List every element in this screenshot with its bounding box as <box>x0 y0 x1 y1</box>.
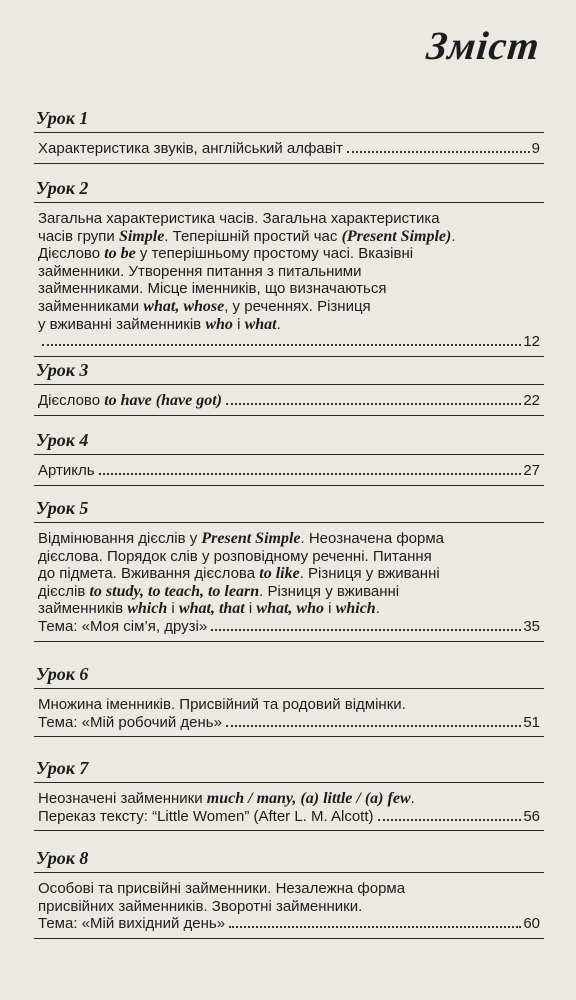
lesson-box <box>34 522 544 642</box>
page-number: 60 <box>523 915 540 933</box>
text-run: Дієслово <box>38 245 105 263</box>
description-line <box>38 565 540 583</box>
description-line <box>38 316 540 334</box>
lesson-box <box>34 202 544 357</box>
lesson-entry <box>34 498 544 642</box>
page-number: 51 <box>523 713 540 731</box>
emphasized-term: Simple <box>118 227 165 245</box>
lesson-entry <box>34 360 544 416</box>
text-run: займенників <box>38 600 128 618</box>
text-run: займенниками. Місце іменників, що визначаються <box>38 280 387 298</box>
lesson-heading: Урок 6 <box>36 664 89 684</box>
lesson-entry <box>34 664 544 737</box>
emphasized-term: to study, to teach, to learn <box>89 582 260 600</box>
text-run: . <box>375 600 380 618</box>
toc-label <box>38 462 95 480</box>
text-run: Тема: «Мій робочий день» <box>38 713 222 731</box>
text-run: Тема: «Мій вихідний день» <box>38 915 226 933</box>
lesson-entry <box>34 430 544 486</box>
text-run: . Неозначена форма <box>300 530 445 547</box>
page-number: 22 <box>523 392 540 409</box>
toc-label <box>38 714 222 732</box>
dot-leader <box>229 925 521 928</box>
description-line <box>38 263 540 281</box>
toc-line[interactable] <box>38 140 540 158</box>
dot-leader <box>347 150 530 153</box>
toc-label <box>38 392 222 410</box>
text-run: Тема: «Моя сім’я, друзі» <box>38 617 208 635</box>
toc-line[interactable] <box>38 462 540 480</box>
description-line <box>38 583 540 601</box>
dot-leader <box>42 343 521 346</box>
emphasized-term: what, who <box>256 600 324 618</box>
text-run: Множина іменників. Присвійний та родовий відмінки. <box>38 696 406 713</box>
description-line <box>38 790 540 808</box>
text-run: дієслів <box>38 582 90 600</box>
lesson-heading: Урок 8 <box>36 848 89 868</box>
lesson-heading: Урок 1 <box>36 108 89 128</box>
toc-line[interactable] <box>38 915 540 933</box>
dot-leader <box>211 628 521 631</box>
lesson-heading: Урок 5 <box>36 498 89 518</box>
emphasized-term: to be <box>104 245 136 263</box>
text-run: присвійних займенників. Зворотні займенники. <box>38 897 363 915</box>
lesson-entry <box>34 848 544 939</box>
text-run: Неозначені займенники <box>38 790 207 807</box>
description-line <box>38 880 540 898</box>
text-run: Особові та присвійні займенники. Незалежна форма <box>38 880 406 897</box>
emphasized-term: much / many, (a) little / (a) few <box>206 790 411 807</box>
dot-leader <box>226 402 521 405</box>
page-number: 27 <box>523 462 540 479</box>
text-run: у теперішньому простому часі. Вказівні <box>135 245 414 263</box>
emphasized-term: who <box>205 315 233 333</box>
page-title: Зміст <box>424 23 543 68</box>
text-run: і <box>324 600 336 618</box>
lesson-box <box>34 872 544 939</box>
lesson-box <box>34 132 544 164</box>
text-run: і <box>244 600 257 618</box>
page-number: 9 <box>531 140 540 157</box>
toc-label <box>38 140 343 158</box>
lesson-box <box>34 782 544 831</box>
text-run: . Різниця у вживанні <box>259 582 400 600</box>
page-number: 35 <box>523 617 540 635</box>
lesson-box <box>34 384 544 416</box>
emphasized-term: to have (have got) <box>104 392 222 409</box>
text-run: Загальна характеристика часів. Загальна характеристика <box>38 210 440 227</box>
emphasized-term: which <box>127 600 168 618</box>
description-line <box>38 530 540 548</box>
toc-line[interactable] <box>38 618 540 636</box>
lesson-box <box>34 454 544 486</box>
text-run: Характеристика звуків, англійський алфавіт <box>38 140 343 157</box>
text-run: і <box>167 600 179 618</box>
lesson-entry <box>34 758 544 831</box>
toc-label <box>38 618 207 636</box>
page-number: 12 <box>523 333 540 351</box>
lesson-heading: Урок 2 <box>36 178 89 198</box>
description-line <box>38 298 540 316</box>
text-run: Переказ тексту: “Little Women” (After L. M. Alcott) <box>38 807 374 825</box>
lesson-heading: Урок 4 <box>36 430 89 450</box>
lesson-entry <box>34 178 544 357</box>
emphasized-term: what, whose <box>143 297 225 315</box>
dot-leader <box>99 472 522 475</box>
toc-label <box>38 915 225 933</box>
emphasized-term: what <box>244 315 277 333</box>
lesson-heading: Урок 3 <box>36 360 89 380</box>
emphasized-term: what, that <box>178 600 245 618</box>
text-run: у вживанні займенників <box>38 315 206 333</box>
emphasized-term: which <box>335 600 376 618</box>
text-run: . <box>451 227 456 245</box>
dot-leader <box>378 818 522 821</box>
emphasized-term: Present Simple <box>201 530 301 547</box>
description-line <box>38 548 540 566</box>
text-run: часів групи <box>38 227 119 245</box>
toc-line[interactable] <box>38 392 540 410</box>
description-line <box>38 696 540 714</box>
description-line <box>38 280 540 298</box>
text-run: . <box>410 790 415 807</box>
toc-line[interactable] <box>38 333 540 351</box>
lesson-entry <box>34 108 544 164</box>
text-run: до підмета. Вживання дієслова <box>38 565 260 583</box>
text-run: Артикль <box>38 462 95 479</box>
text-run: займенниками <box>38 297 144 315</box>
toc-line[interactable] <box>38 714 540 732</box>
page-number: 56 <box>523 807 540 825</box>
text-run: . Теперішній простий час <box>164 227 342 245</box>
toc-label <box>38 808 374 826</box>
emphasized-term: (Present Simple) <box>341 227 452 245</box>
lesson-box <box>34 688 544 737</box>
lesson-heading: Урок 7 <box>36 758 89 778</box>
description-line <box>38 898 540 916</box>
description-line <box>38 228 540 246</box>
description-line <box>38 210 540 228</box>
emphasized-term: to like <box>259 565 300 583</box>
text-run: . Різниця у вживанні <box>299 565 440 583</box>
text-run: . <box>276 315 281 333</box>
text-run: займенники. Утворення питання з питальними <box>38 262 362 280</box>
text-run: дієслова. Порядок слів у розповідному реченні. Питання <box>38 547 432 565</box>
text-run: , у реченнях. Різниця <box>224 297 371 315</box>
toc-line[interactable] <box>38 808 540 826</box>
dot-leader <box>226 724 521 727</box>
text-run: Відмінювання дієслів у <box>38 530 202 547</box>
text-run: і <box>232 315 245 333</box>
description-line <box>38 600 540 618</box>
description-line <box>38 245 540 263</box>
text-run: Дієслово <box>38 392 105 409</box>
